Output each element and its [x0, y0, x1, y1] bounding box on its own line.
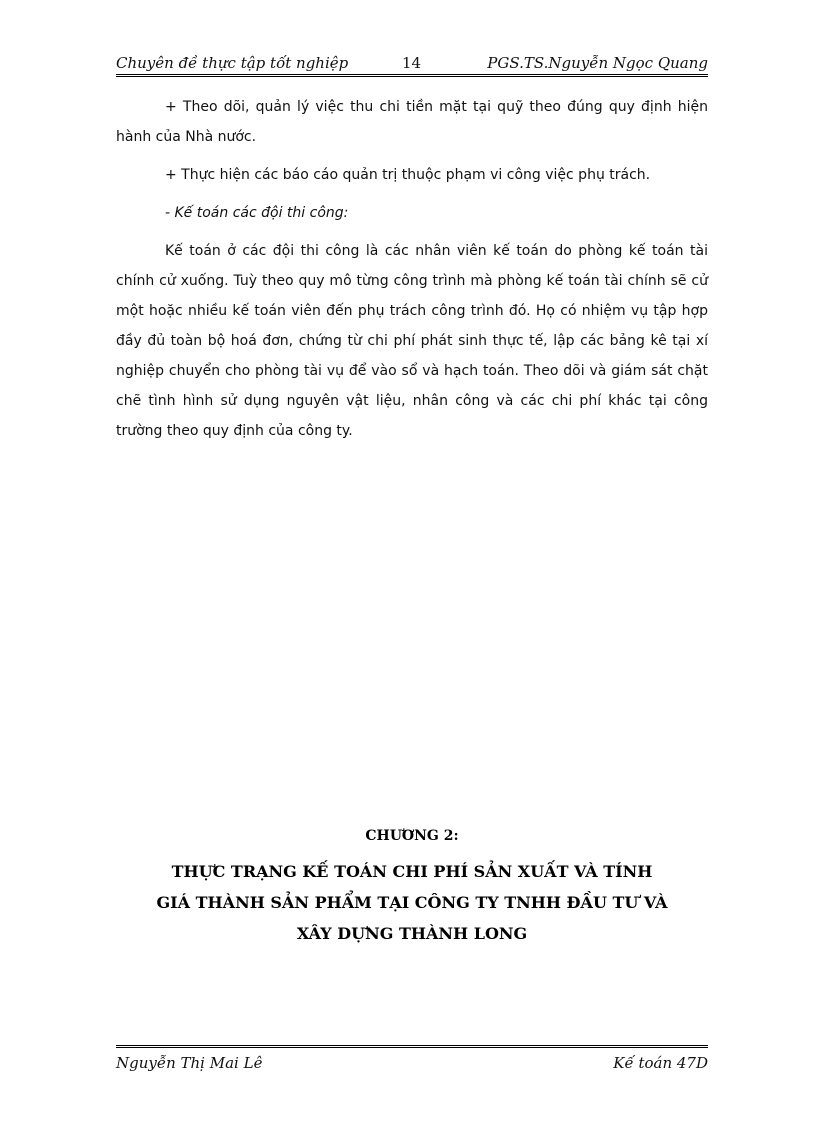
chapter-label: CHƯƠNG 2:: [365, 828, 459, 844]
header-document-title: Chuyên đề thực tập tốt nghiệp: [116, 54, 349, 72]
header-supervisor: PGS.TS.Nguyễn Ngọc Quang: [487, 54, 708, 72]
paragraph-cash-management: + Theo dõi, quản lý việc thu chi tiền mặt tại quỹ theo đúng quy định hiện hành của Nhà nước.: [116, 99, 708, 145]
chapter-title-line-3: XÂY DỰNG THÀNH LONG: [296, 924, 528, 943]
paragraph-site-accounting: Kế toán ở các đội thi công là các nhân viên kế toán do phòng kế toán tài chính cử xuống. Tuỳ theo quy mô từng công trình mà phòng kế toán tài chính sẽ cử một hoặc nhiều kế toán viên đến phụ trách công trình đó. Họ có nhiệm vụ tập hợp đầy đủ toàn bộ hoá đơn, chứng từ chi phí phát sinh thực tế, lập các bảng kê tại xí nghiệp chuyển cho phòng tài vụ để vào sổ và hạch toán. Theo dõi và giám sát chặt chẽ tình hình sử dụng nguyên vật liệu, nhân công và các chi phí khác tại công trường theo quy định của công ty.: [116, 243, 708, 439]
page-header: [116, 50, 708, 77]
chapter-title-line-1: THỰC TRẠNG KẾ TOÁN CHI PHÍ SẢN XUẤT VÀ TÍNH: [171, 862, 653, 881]
chapter-title: [116, 856, 708, 949]
footer-author: Nguyễn Thị Mai Lê: [116, 1054, 263, 1072]
section-heading-site-accounting: - Kế toán các đội thi công:: [165, 205, 349, 221]
chapter-title-line-2: GIÁ THÀNH SẢN PHẨM TẠI CÔNG TY TNHH ĐẦU TƯ VÀ: [156, 893, 668, 912]
footer-class: Kế toán 47D: [613, 1054, 708, 1072]
paragraph-management-reports: + Thực hiện các báo cáo quản trị thuộc phạm vi công việc phụ trách.: [165, 167, 651, 183]
page-number: 14: [402, 54, 422, 72]
page-footer: [116, 1045, 708, 1074]
